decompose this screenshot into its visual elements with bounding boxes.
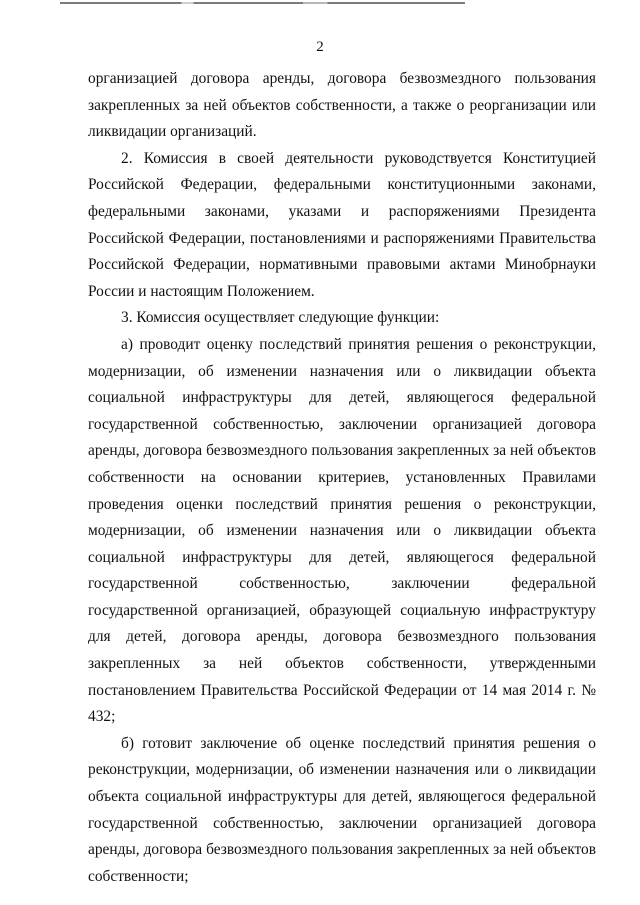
scan-top-border [60, 2, 465, 4]
paragraph-continuation: организацией договора аренды, договора безвозмездного пользования закрепленных за ней объектов собственности, а также о реорганизации или ликвидации организаций. [88, 70, 596, 141]
paragraph-3: 3. Комиссия осуществляет следующие функции: [121, 309, 440, 327]
paragraph-2: 2. Комиссия в своей деятельности руководствуется Конституцией Российской Федерации, федеральными конституционными законами, федеральными законами, указами и распоряжениями Президента Российской Федерации, постановлениями и распоряжениями Правительства Российской Федерации, нормативными правовыми актами Минобрнауки России и настоящим Положением. [88, 149, 596, 300]
paragraph-3b: б) готовит заключение об оценке последствий принятия решения о реконструкции, модернизации, об изменении назначения или о ликвидации объекта социальной инфраструктуры для детей, являющегося федеральной государственной собственностью, заключении организацией договора аренды, договора безвозмездного пользования закрепленных за ней объектов собственности; [88, 734, 596, 885]
document-body [88, 66, 596, 890]
paragraph-3a: а) проводит оценку последствий принятия решения о реконструкции, модернизации, об изменении назначения или о ликвидации объекта социальной инфраструктуры для детей, являющегося федеральной государственной собственностью, заключении организацией договора аренды, договора безвозмездного пользования закрепленных за ней объектов собственности на основании критериев, установленных Правилами проведения оценки последствий принятия решения о реконструкции, модернизации, об изменении назначения или о ликвидации объекта социальной инфраструктуры для детей, являющегося федеральной государственной собственностью, заключении федеральной государственной организацией, образующей социальную инфраструктуру для детей, договора аренды, договора безвозмездного пользования закрепленных за ней объектов собственности, утвержденными постановлением Правительства Российской Федерации от 14 мая 2014 г. № 432; [88, 335, 596, 726]
page-number: 2 [316, 39, 324, 55]
